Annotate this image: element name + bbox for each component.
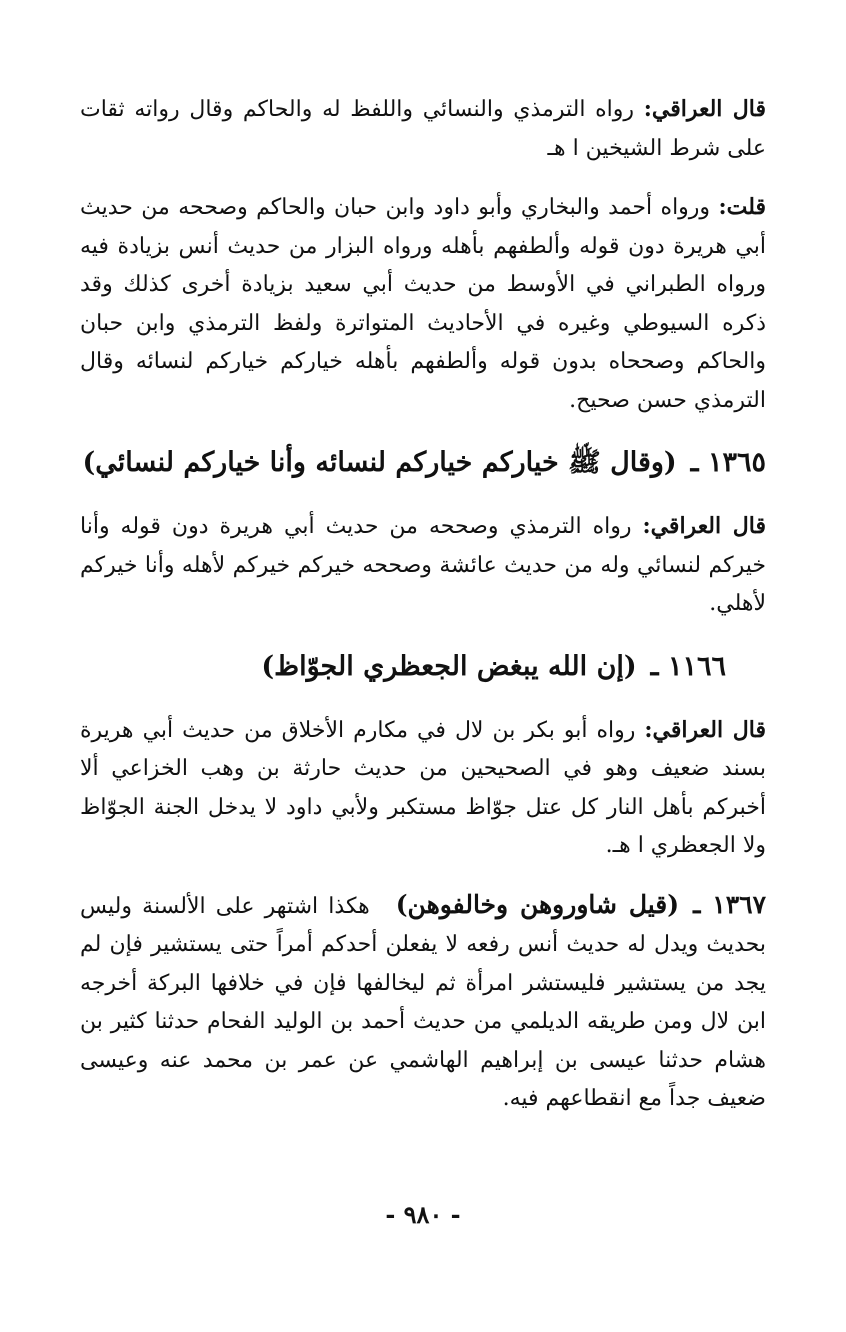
hadith-heading-1365: [80, 440, 766, 485]
hadith-text: (قيل شاوروهن وخالفوهن): [395, 889, 680, 919]
paragraph-lead: قال العراقي:: [643, 96, 766, 122]
paragraph-text: هكذا اشتهر على الألسنة وليس بحديث ويدل له حديث أنس رفعه لا يفعلن أحدكم أمراً حتى يستشير فإن لم يجد من يستشير فليستشر امرأة ثم ليخالفها فإن في خلافها البركة أخرجه ابن لال ومن طريقه الديلمي من حديث أحمد بن الوليد الفحام حدثنا كثير بن هشام حدثنا عيسى بن إبراهيم الهاشمي عن عمر بن محمد عنه وعيسى ضعيف جداً مع انقطاعهم فيه.: [80, 893, 767, 1111]
paragraph-text: رواه الترمذي وصححه من حديث أبي هريرة دون قوله وأنا خيركم لنسائي وله من حديث عائشة وصححه خيركم خيركم لأهله وأنا خيركم لأهلي.: [80, 514, 766, 616]
hadith-text: (وقال ﷺ خياركم خياركم لنسائه وأنا خياركم لنسائي): [82, 447, 677, 478]
paragraph-iraqi-3: [80, 711, 766, 866]
page-body: [80, 90, 766, 1139]
paragraph-text: ورواه أحمد والبخاري وأبو داود وابن حبان والحاكم وصححه من حديث أبي هريرة دون قوله وألطفهم بأهله ورواه البزار من حديث أنس بزيادة فيه ورواه الطبراني في الأوسط من حديث أبي سعيد بزيادة أخرى كذلك وقد ذكره السيوطي وغيره في الأحاديث المتواترة ولفظ الترمذي وابن حبان والحاكم وصححاه بدون قوله وألطفهم بأهله خياركم خياركم لنسائه وقال الترمذي حسن صحيح.: [80, 195, 766, 413]
paragraph-text: رواه الترمذي والنسائي واللفظ له والحاكم وقال رواته ثقات على شرط الشيخين ا هـ: [80, 97, 766, 161]
paragraph-1367: [80, 886, 766, 1119]
hadith-heading-1166: [80, 644, 766, 689]
paragraph-text: رواه أبو بكر بن لال في مكارم الأخلاق من حديث أبي هريرة بسند ضعيف وهو في الصحيحين من حديث حارثة بن وهب الخزاعي ألا أخبركم بأهل النار كل عتل جوّاظ مستكبر ولأبي داود لا يدخل الجنة الجوّاظ ولا الجعظري ا هـ.: [80, 717, 766, 858]
paragraph-qultu: [80, 188, 766, 420]
paragraph-lead: قال العراقي:: [642, 513, 766, 539]
hadith-number: ١٣٦٥ ـ: [690, 447, 766, 478]
hadith-number: ١٣٦٧ ـ: [693, 889, 767, 919]
paragraph-iraqi-2: [80, 507, 766, 624]
paragraph-lead: قلت:: [718, 194, 766, 220]
page-number: - ٩٨٠ -: [385, 1200, 461, 1229]
hadith-number: ١١٦٦ ـ: [650, 650, 726, 682]
paragraph-iraqi-1: [80, 90, 766, 168]
paragraph-lead: قال العراقي:: [644, 716, 766, 743]
hadith-text: (إن الله يبغض الجعظري الجوّاظ): [261, 650, 637, 682]
